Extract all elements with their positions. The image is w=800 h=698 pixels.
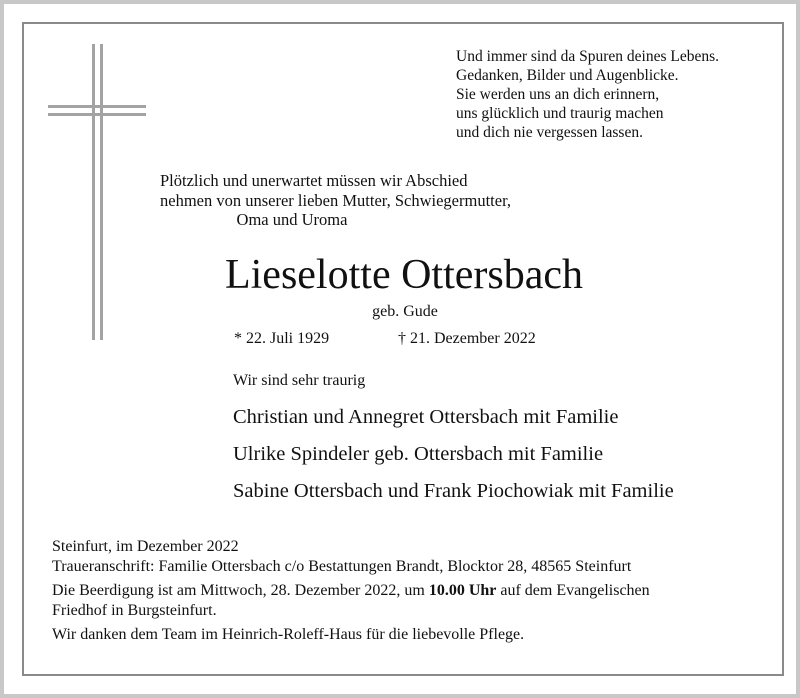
funeral-info-line2: Friedhof in Burgsteinfurt. — [52, 601, 217, 619]
intro-line: Plötzlich und unerwartet müssen wir Abschied — [160, 171, 468, 190]
intro-line: Oma und Uroma — [236, 210, 348, 229]
funeral-time: 10.00 Uhr — [428, 582, 497, 599]
funeral-suffix: auf dem Evangelischen — [496, 582, 650, 599]
mourner-family: Christian und Annegret Ottersbach mit Familie — [233, 406, 619, 428]
place-date: Steinfurt, im Dezember 2022 — [52, 538, 239, 555]
cross-vertical-line-1 — [92, 44, 95, 340]
footer — [52, 537, 782, 645]
cross-icon — [48, 44, 146, 344]
cross-vertical-line-2 — [100, 44, 103, 340]
mourners-intro: Wir sind sehr traurig — [233, 372, 366, 389]
poem-line: Und immer sind da Spuren deines Lebens. — [456, 48, 720, 65]
birth-date: * 22. Juli 1929 — [234, 330, 330, 347]
intro-line: nehmen von unserer lieben Mutter, Schwiegermutter, — [160, 190, 512, 210]
mourner-family: Sabine Ottersbach und Frank Piochowiak mit Familie — [233, 480, 674, 502]
mourner-family: Ulrike Spindeler geb. Ottersbach mit Familie — [233, 443, 604, 465]
poem-line: uns glücklich und traurig machen — [456, 105, 664, 122]
thanks-note: Wir danken dem Team im Heinrich-Roleff-Haus für die liebevolle Pflege. — [52, 626, 525, 643]
poem-line: Gedanken, Bilder und Augenblicke. — [456, 67, 679, 84]
cross-horizontal-line-1 — [48, 105, 146, 108]
mourning-address: Traueranschrift: Familie Ottersbach c/o Bestattungen Brandt, Blocktor 28, 48565 Steinfurt — [52, 557, 632, 575]
poem-line: Sie werden uns an dich erinnern, — [456, 86, 660, 103]
cross-horizontal-line-2 — [48, 113, 146, 116]
funeral-info — [52, 581, 782, 601]
intro-text — [160, 171, 512, 230]
maiden-name: geb. Gude — [372, 303, 438, 320]
funeral-prefix: Die Beerdigung ist am Mittwoch, 28. Dezember 2022, um — [52, 582, 429, 599]
poem — [456, 47, 719, 142]
poem-line: und dich nie vergessen lassen. — [456, 124, 643, 141]
death-date: † 21. Dezember 2022 — [398, 330, 536, 347]
deceased-name: Lieselotte Ottersbach — [224, 252, 584, 298]
